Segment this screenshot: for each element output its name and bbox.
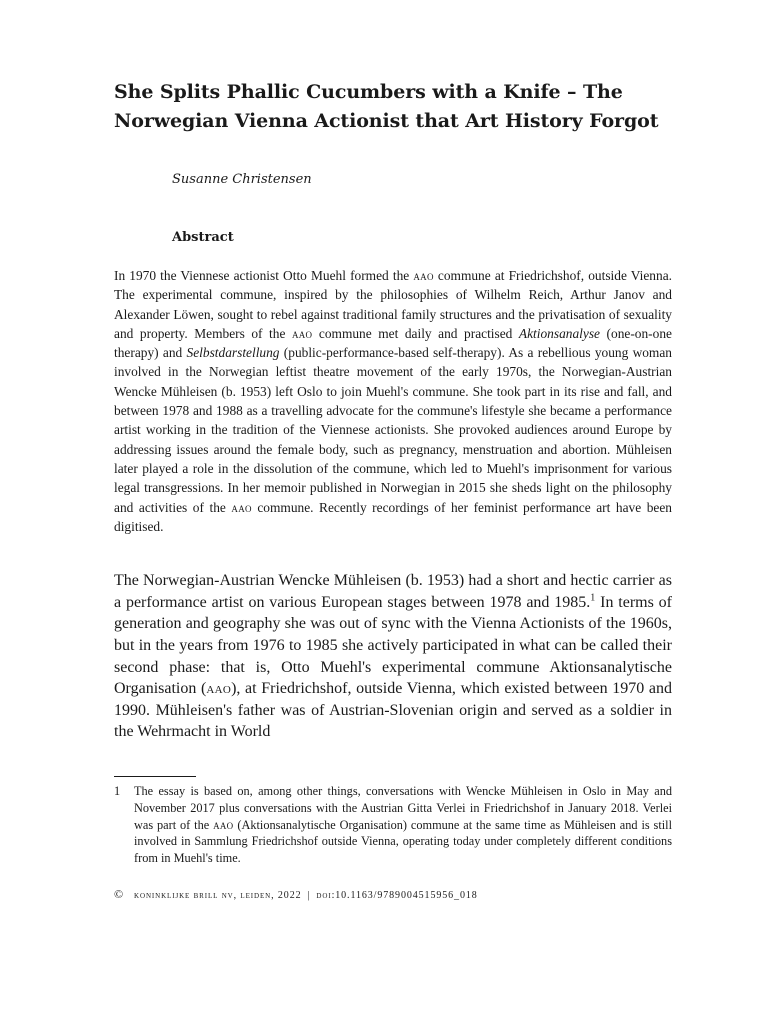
aao-abbreviation: aao — [213, 817, 234, 832]
footnote-text-segment: (Aktionsanalytische Organisation) commune at the same time as Mühleisen and is still involved in Sammlung Friedrichshof outside Vienna, operating today under completely different conditions from in Muehl's time. — [134, 817, 672, 866]
term-selbstdarstellung: Selbstdarstellung — [186, 345, 280, 361]
copyright-line — [114, 887, 672, 902]
footnote-text — [134, 783, 672, 867]
abstract-paragraph — [114, 266, 672, 536]
footnote-number: 1 — [114, 784, 121, 798]
body-text-segment: The Norwegian-Austrian Wencke Mühleisen (b. 1953) had a short and hectic carrier as a performance artist on various European stages between 1978 and 1985. — [114, 572, 672, 611]
chapter-title: She Splits Phallic Cucumbers with a Knife – The Norwegian Vienna Actionist that Art History Forgot — [114, 81, 659, 132]
aao-abbreviation: aao — [206, 680, 232, 698]
doi-text[interactable]: doi:10.1163/9789004515956_018 — [316, 890, 478, 901]
footnote-reference[interactable]: 1 — [590, 592, 596, 604]
abstract-text-segment: In 1970 the Viennese actionist Otto Muehl formed the — [114, 268, 414, 283]
abstract-text-segment: commune. Recently recordings of her feminist performance art have been digitised. — [114, 499, 673, 534]
footnote — [114, 783, 672, 867]
body-text-segment: In terms of generation and geography she was out of sync with the Vienna Actionists of the 1960s, but in the years from 1976 to 1985 she actively participated in what can be called their second phase: that is, Otto Muehl's experimental commune Aktionsanalytische Organisation ( — [114, 593, 673, 698]
footnote-divider — [114, 776, 196, 777]
body-text-segment: ), at Friedrichshof, outside Vienna, which existed between 1970 and 1990. Mühleisen's father was of Austrian-Slovenian origin and served as a soldier in the Wehrmacht in World — [114, 680, 673, 741]
abstract-text-segment: commune at Friedrichshof, outside Vienna. The experimental commune, inspired by the philosophies of Wilhelm Reich, Arthur Janov and Alexander Löwen, sought to rebel against traditional family structures and the privatisation of sexuality and property. Members of the — [114, 268, 672, 341]
abstract-text-segment: (public-performance-based self-therapy). As a rebellious young woman involved in the Norwegian leftist theatre movement of the early 1970s, the Norwegian-Austrian Wencke Mühleisen (b. 1953) left Oslo to join Muehl's commune. She took part in its rise and fall, and between 1978 and 1988 as a travelling advocate for the commune's lifestyle she became a performance artist working in the tradition of the Viennese actionists. She provoked audiences around Europe by addressing issues around the female body, such as pregnancy, menstruation and abortion. Mühleisen later played a role in the dissolution of the commune, which led to Muehl's imprisonment for various legal transgressions. In her memoir published in Norwegian in 2015 she sheds light on the philosophy and activities of the — [114, 345, 672, 515]
aao-abbreviation: aao — [413, 268, 434, 283]
publisher-text: koninklijke brill nv, leiden, 2022 — [134, 890, 302, 901]
separator: | — [307, 890, 311, 901]
author-name: Susanne Christensen — [172, 172, 312, 187]
aao-abbreviation: aao — [291, 325, 313, 341]
page-content — [114, 78, 672, 743]
abstract-heading: Abstract — [172, 230, 234, 245]
copyright-icon: © — [114, 887, 125, 901]
term-aktionsanalyse: Aktionsanalyse — [518, 325, 600, 341]
footnote-text-segment: The essay is based on, among other things, conversations with Wencke Mühleisen in Oslo in May and November 2017 plus conversations with the Austrian Gitta Verlei in Friedrichshof in January 2018. Verlei was part of the — [134, 784, 672, 832]
body-paragraph — [114, 570, 672, 743]
abstract-text-segment: commune met daily and practised — [312, 325, 519, 341]
aao-abbreviation: aao — [231, 499, 252, 515]
abstract-text-segment: (one-on-one therapy) and — [114, 325, 672, 361]
